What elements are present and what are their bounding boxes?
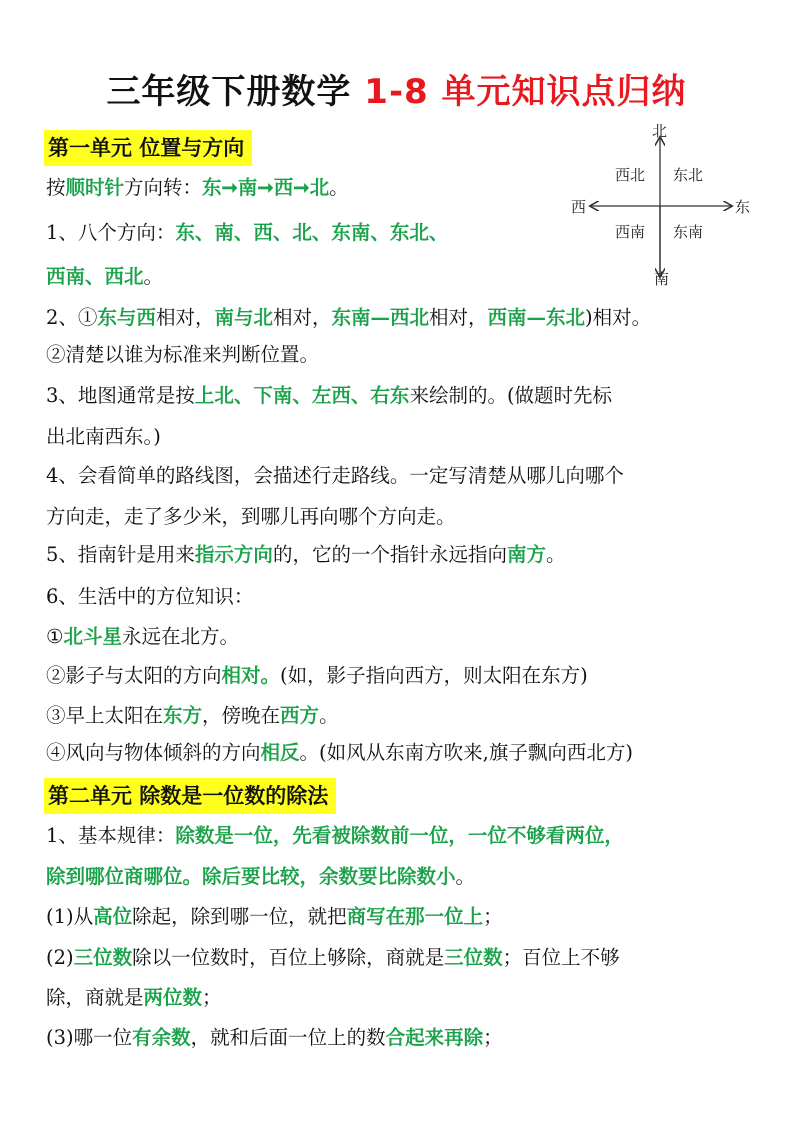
page-title: [0, 70, 793, 114]
compass-axes: [565, 124, 755, 288]
text-line: [46, 821, 624, 851]
highlighted-text: 南与北: [214, 306, 273, 329]
text-line: [46, 622, 239, 652]
highlighted-text: 顺时针: [65, 176, 125, 199]
body-text: 的，它的一个指针永远指向: [272, 543, 507, 566]
highlighted-text: 三位数: [73, 946, 133, 969]
text-line: [46, 862, 475, 892]
body-text: 。: [143, 265, 164, 288]
highlighted-text: 东南—西北: [331, 306, 429, 329]
body-text: 1、基本规律：: [46, 824, 176, 847]
body-text: 除起，除到哪一位，就把: [132, 905, 347, 928]
body-text: 除以一位数时，百位上够除，商就是: [132, 946, 445, 969]
compass-southeast-label: 东南: [673, 223, 704, 241]
body-text: 6、生活中的方位知识：: [46, 585, 254, 608]
body-text: 2、①: [46, 306, 98, 329]
highlighted-text: 东方: [163, 704, 203, 727]
highlighted-text: 除到哪位商哪位。除后要比较，余数要比除数小: [46, 865, 456, 888]
highlighted-text: 合起来再除: [385, 1026, 484, 1049]
body-text: ，傍晚在: [202, 704, 281, 727]
highlighted-text: 东➞南➞西➞北: [202, 176, 330, 199]
compass-south-label: 南: [654, 270, 670, 288]
section-heading: 第二单元 除数是一位数的除法: [44, 778, 336, 814]
text-line: [46, 422, 161, 452]
text-line: [46, 502, 456, 532]
body-text: 相对，: [272, 306, 332, 329]
compass-east-label: 东: [735, 198, 751, 216]
text-line: [46, 983, 222, 1013]
highlighted-text: 西方: [280, 704, 320, 727]
highlighted-text: 高位: [93, 905, 133, 928]
compass-northeast-label: 东北: [673, 166, 704, 184]
highlighted-text: 上北、下南、左西、右东: [194, 384, 410, 407]
highlighted-text: 东、南、西、北、东南、东北、: [175, 221, 449, 244]
highlighted-text: 两位数: [143, 986, 203, 1009]
body-text: ④风向与物体倾斜的方向: [46, 741, 261, 764]
body-text: 方向走，走了多少米，到哪儿再向哪个方向走。: [46, 505, 456, 528]
title-highlight: 1-8 单元知识点归纳: [364, 72, 687, 112]
body-text: 方向转：: [124, 176, 203, 199]
body-text: (3)哪一位: [46, 1026, 133, 1049]
highlighted-text: 西南—东北: [487, 306, 586, 329]
body-text: (如，影子指向西方，则太阳在东方): [280, 664, 588, 687]
body-text: 出北南西东。): [46, 425, 161, 448]
body-text: ；: [202, 986, 222, 1009]
body-text: 来绘制的。(做题时先标: [409, 384, 613, 407]
text-line: [46, 218, 448, 248]
body-text: 4、会看简单的路线图，会描述行走路线。一定写清楚从哪儿向哪个: [46, 464, 624, 487]
compass-north-label: 北: [652, 122, 668, 140]
highlighted-text: 有余数: [132, 1026, 191, 1049]
body-text: )相对。: [585, 306, 652, 329]
text-line: [46, 1023, 503, 1053]
highlighted-text: 东与西: [97, 306, 156, 329]
text-line: [46, 902, 503, 932]
body-text: ；百位上不够: [502, 946, 620, 969]
body-text: 。: [329, 176, 349, 199]
body-text: 按: [46, 176, 66, 199]
title-prefix: 三年级下册数学: [106, 72, 365, 112]
section-heading: 第一单元 位置与方向: [44, 130, 252, 166]
body-text: ②影子与太阳的方向: [46, 664, 222, 687]
body-text: 5、指南针是用来: [46, 543, 195, 566]
text-line: [46, 701, 339, 731]
text-line: [46, 540, 565, 570]
highlighted-text: 北斗星: [63, 625, 122, 648]
highlighted-text: 相对。: [221, 664, 281, 687]
compass-west-label: 西: [571, 198, 587, 216]
body-text: (1)从: [46, 905, 94, 928]
text-line: [46, 943, 620, 973]
body-text: ③早上太阳在: [46, 704, 164, 727]
body-text: 。: [545, 543, 566, 566]
highlighted-text: 西南、西北: [46, 265, 144, 288]
compass-northwest-label: 西北: [615, 166, 646, 184]
body-text: ；: [483, 1026, 503, 1049]
body-text: 除，商就是: [46, 986, 144, 1009]
body-text: 永远在北方。: [122, 625, 240, 648]
body-text: 相对，: [155, 306, 215, 329]
body-text: 相对，: [429, 306, 488, 329]
highlighted-text: 南方: [506, 543, 546, 566]
text-line: [46, 582, 253, 612]
text-line: [46, 340, 319, 370]
highlighted-text: 除数是一位，先看被除数前一位，一位不够看两位，: [175, 824, 624, 847]
text-line: [46, 661, 588, 691]
body-text: 1、八个方向：: [46, 221, 176, 244]
text-line: [46, 461, 624, 491]
body-text: 3、地图通常是按: [46, 384, 195, 407]
body-text: 。: [455, 865, 476, 888]
body-text: ②清楚以谁为标准来判断位置。: [46, 343, 320, 366]
body-text: ①: [46, 625, 64, 648]
text-line: [46, 173, 349, 203]
text-line: [46, 738, 633, 768]
highlighted-text: 指示方向: [194, 543, 273, 566]
compass-southwest-label: 西南: [615, 223, 646, 241]
text-line: [46, 381, 612, 411]
text-line: [46, 262, 163, 292]
compass-diagram: [565, 124, 755, 288]
body-text: 。(如风从东南方吹来,旗子飘向西北方): [299, 741, 633, 764]
body-text: 。: [319, 704, 339, 727]
text-line: [46, 303, 651, 333]
highlighted-text: 相反: [260, 741, 300, 764]
highlighted-text: 三位数: [444, 946, 503, 969]
body-text: (2): [46, 946, 74, 969]
body-text: ；: [483, 905, 503, 928]
body-text: ，就和后面一位上的数: [190, 1026, 386, 1049]
highlighted-text: 商写在那一位上: [346, 905, 484, 928]
